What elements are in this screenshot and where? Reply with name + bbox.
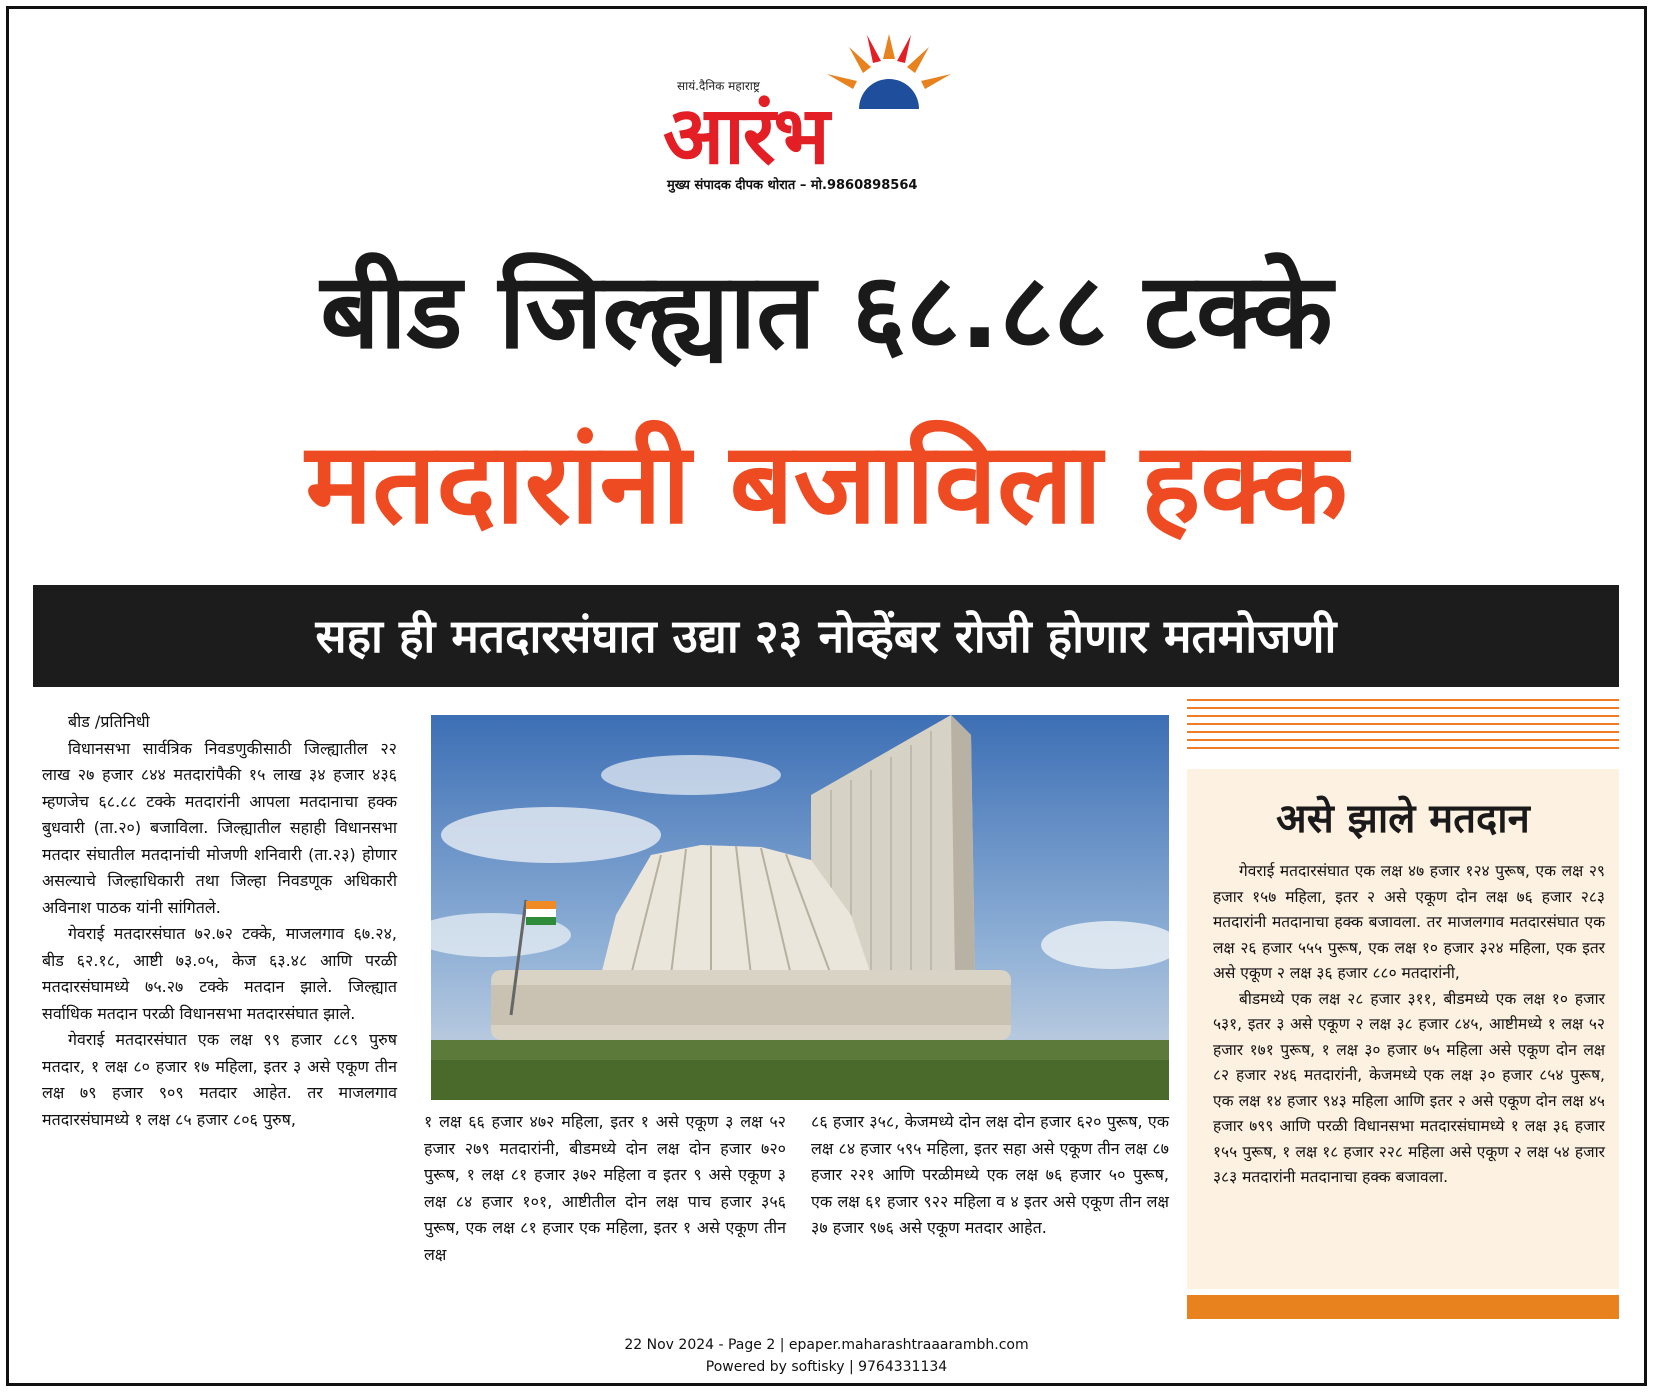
article-paragraph: गेवराई मतदारसंघात ७२.७२ टक्के, माजलगाव ६७.२४, बीड ६२.१८, आष्टी ७३.०५, केज ६३.४८ आणि परळी मतदारसंघामध्ये ७५.२७ टक्के मतदान झाले. जिल्ह्यात सर्वाधिक मतदान परळी विधानसभा मतदारसंघात झाले.: [42, 924, 397, 1023]
footer-date-url: 22 Nov 2024 - Page 2 | epaper.maharashtraaarambh.com: [624, 1337, 1029, 1353]
sidebox-paragraph: गेवराई मतदारसंघात एक लक्ष ४७ हजार १२४ पुरूष, एक लक्ष २९ हजार १५७ महिला, इतर २ असे एकूण दोन लक्ष ७६ हजार २८३ मतदारांनी मतदानाचा हक्क बजावला. तर माजलगाव मतदारसंघात एक लक्ष २६ हजार ५५५ पुरूष, एक लक्ष १० हजार ३२४ महिला, एक इतर असे एकूण २ लक्ष ३६ हजार ८८० मतदारांनी,: [1213, 862, 1605, 982]
sidebox-text: [1213, 859, 1605, 1191]
article-paragraph: विधानसभा सार्वत्रिक निवडणुकीसाठी जिल्ह्यातील २२ लाख २७ हजार ८४४ मतदारांपैकी १५ लाख ३४ हजार ४३६ म्हणजेच ६८.८८ टक्के मतदारांनी आपला मतदानाचा हक्क बुधवारी (ता.२०) बजाविला. जिल्ह्यातील सहाही विधानसभा मतदार संघातील मतदानांची मोजणी शनिवारी (ता.२३) होणार असल्याचे जिल्हाधिकारी तथा जिल्हा निवडणूक अधिकारी अविनाश पाठक यांनी सांगितले.: [42, 738, 397, 917]
rising-sun-logo-icon: [819, 29, 959, 109]
article-column-3: [811, 1109, 1169, 1242]
page-footer: [9, 1334, 1644, 1378]
newspaper-logo: आरंभ: [663, 89, 828, 182]
vidhan-bhavan-photo: [431, 715, 1169, 1100]
editor-line: मुख्य संपादक दीपक थोरात – मो.9860898564: [667, 178, 918, 193]
masthead: [649, 29, 1019, 199]
voting-summary-box: [1187, 769, 1619, 1289]
footer-powered-by: Powered by softisky | 9764331134: [705, 1359, 948, 1375]
vidhan-bhavan-building-icon: [431, 715, 1169, 1100]
newspaper-page: [6, 6, 1647, 1386]
article-paragraph: १ लक्ष ६६ हजार ४७२ महिला, इतर १ असे एकूण ३ लक्ष ५२ हजार २७९ मतदारांनी, बीडमध्ये दोन लक्ष दोन हजार ७२० पुरूष, १ लक्ष ८१ हजार ३७२ महिला व इतर ९ असे एकूण ३ लक्ष ८४ हजार १०१, आष्टीतील दोन लक्ष पाच हजार ३५६ पुरूष, एक लक्ष ८१ हजार एक महिला, इतर १ असे एकूण तीन लक्ष: [424, 1112, 786, 1264]
article-dateline: बीड /प्रतिनिधी: [68, 712, 150, 731]
article-paragraph: गेवराई मतदारसंघात एक लक्ष ९९ हजार ८८९ पुरुष मतदार, १ लक्ष ८० हजार १७ महिला, इतर ३ असे एकूण तीन लक्ष ७९ हजार ९०९ मतदार आहेत. तर माजलगाव मतदारसंघामध्ये १ लक्ष ८५ हजार ८०६ पुरुष,: [42, 1030, 397, 1129]
article-paragraph: ८६ हजार ३५८, केजमध्ये दोन लक्ष दोन हजार ६२० पुरूष, एक लक्ष ८४ हजार ५९५ महिला, इतर सहा असे एकूण तीन लक्ष ८७ हजार २२१ आणि परळीमध्ये एक लक्ष ७६ हजार ५० पुरूष, एक लक्ष ६१ हजार ९२२ महिला व ४ इतर असे एकूण तीन लक्ष ३७ हजार ९७६ असे एकूण मतदार आहेत.: [811, 1112, 1169, 1237]
sidebox-paragraph: बीडमध्ये एक लक्ष २८ हजार ३११, बीडमध्ये एक लक्ष १० हजार ५३१, इतर ३ असे एकूण २ लक्ष ३८ हजार ८४५, आष्टीमध्ये १ लक्ष ५२ हजार १७१ पुरूष, १ लक्ष ३० हजार ७५ महिला असे एकूण दोन लक्ष ८२ हजार २४६ मतदारांनी, केजमध्ये एक लक्ष ३० हजार ८५४ पुरूष, एक लक्ष १४ हजार ९४३ महिला आणि इतर २ असे एकूण दोन लक्ष ४५ हजार ७९९ आणि परळी विधानसभा मतदारसंघामध्ये १ लक्ष ३६ हजार १५५ पुरूष, १ लक्ष १८ हजार २२८ महिला असे एकूण २ लक्ष ५४ हजार ३८३ मतदारांनी मतदानाचा हक्क बजावला.: [1213, 989, 1605, 1186]
masthead-tagline: सायं.दैनिक महाराष्ट्र: [677, 79, 760, 93]
headline-line-1: बीड जिल्ह्यात ६८.८८ टक्के: [320, 250, 1333, 372]
sidebox-bottom-bar: [1187, 1295, 1619, 1319]
decorative-stripes: [1187, 699, 1619, 757]
sidebox-title: असे झाले मतदान: [1276, 796, 1530, 842]
article-column-2: [424, 1109, 786, 1268]
article-column-1: [42, 709, 397, 1133]
subheading-bar: सहा ही मतदारसंघात उद्या २३ नोव्हेंबर रोजी होणार मतमोजणी: [33, 585, 1619, 687]
headline-line-2: मतदारांनी बजाविला हक्क: [305, 419, 1348, 549]
